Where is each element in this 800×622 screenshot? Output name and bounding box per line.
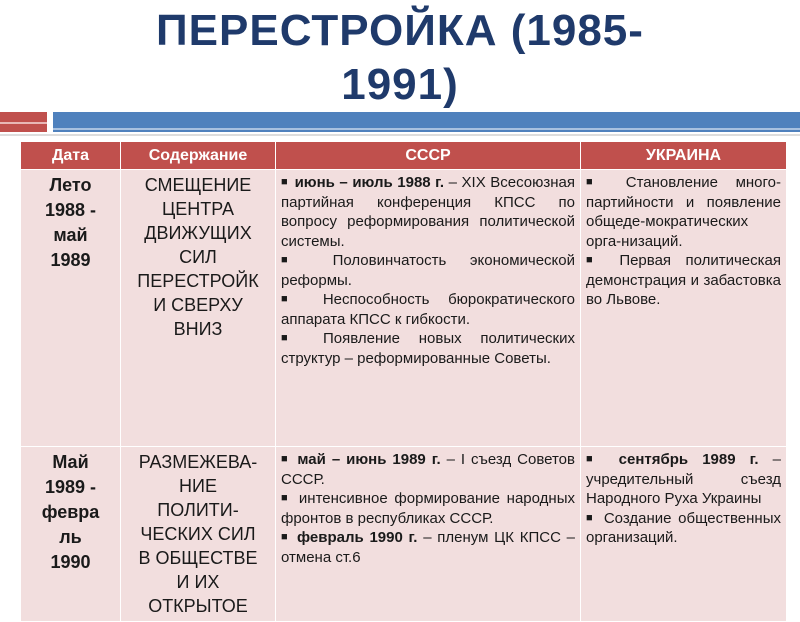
point-date: июнь – июль 1988 г. bbox=[294, 174, 445, 191]
content-line: ОТКРЫТОЕ bbox=[148, 596, 248, 616]
content-line: И ИХ bbox=[176, 572, 220, 592]
bullet-icon: ■ bbox=[281, 453, 290, 465]
bullet-icon: ■ bbox=[586, 453, 603, 465]
bullet-icon: ■ bbox=[586, 511, 596, 524]
point-text: – XIX Всесоюзная партийная конференция КПСС по вопросу реформирования политической системы. bbox=[281, 174, 575, 250]
bullet-icon: ■ bbox=[281, 176, 289, 188]
bullet-icon: ■ bbox=[586, 176, 607, 188]
content-line: И СВЕРХУ bbox=[153, 295, 243, 315]
ussr-point bbox=[281, 450, 575, 489]
point-date: май – июнь 1989 г. bbox=[297, 451, 441, 468]
header-ukraine: УКРАИНА bbox=[581, 142, 787, 170]
content-line: НИЕ bbox=[179, 476, 217, 496]
point-text: Половинчатость экономической реформы. bbox=[281, 252, 575, 289]
ussr-point bbox=[281, 528, 575, 567]
bullet-icon: ■ bbox=[281, 254, 308, 266]
content-line: СМЕЩЕНИЕ bbox=[144, 175, 252, 195]
content-line: ВНИЗ bbox=[173, 319, 223, 339]
date-line: 1989 - bbox=[44, 477, 97, 497]
header-content: Содержание bbox=[121, 142, 276, 170]
point-text: Создание общественных организаций. bbox=[586, 509, 781, 546]
point-text: Неспособность бюрократического аппарата КПСС к гибкости. bbox=[281, 291, 575, 328]
ukraine-cell bbox=[581, 170, 787, 447]
ussr-point bbox=[281, 251, 575, 290]
ussr-point bbox=[281, 489, 575, 528]
bullet-icon: ■ bbox=[281, 531, 290, 543]
date-line: 1990 bbox=[50, 552, 91, 572]
slide-title-line-2: 1991) bbox=[341, 60, 459, 109]
bullet-icon: ■ bbox=[281, 332, 303, 344]
content-line: ДВИЖУЩИХ bbox=[144, 223, 252, 243]
content-cell bbox=[121, 447, 276, 622]
point-date: сентябрь 1989 г. bbox=[618, 451, 759, 468]
date-line: феврa bbox=[41, 502, 100, 522]
date-line: 1989 bbox=[50, 250, 91, 270]
ussr-cell bbox=[276, 170, 581, 447]
ukraine-point bbox=[586, 251, 781, 310]
point-text: – учредительный съезд Народного Руха Украины bbox=[586, 451, 781, 507]
ukraine-point bbox=[586, 450, 781, 509]
bullet-icon: ■ bbox=[586, 254, 603, 266]
header-date: Дата bbox=[21, 142, 121, 170]
decor-separator bbox=[0, 134, 800, 136]
ussr-cell bbox=[276, 447, 581, 622]
decor-bar-blue-thin bbox=[53, 128, 800, 130]
slide-title bbox=[0, 4, 800, 112]
header-ussr: СССР bbox=[276, 142, 581, 170]
point-text: Появление новых политических структур – реформированные Советы. bbox=[281, 330, 575, 367]
table-row bbox=[21, 447, 787, 622]
table-header-row bbox=[21, 142, 787, 170]
content-line: ПЕРЕСТРОЙК bbox=[137, 271, 259, 291]
content-line: СИЛ bbox=[179, 247, 217, 267]
date-cell bbox=[21, 447, 121, 622]
content-line: В ОБЩЕСТВЕ bbox=[138, 548, 258, 568]
content-cell bbox=[121, 170, 276, 447]
date-line: май bbox=[53, 225, 88, 245]
perestroika-table bbox=[20, 141, 787, 622]
point-text: – пленум ЦК КПСС – отмена ст.6 bbox=[281, 529, 575, 566]
content-line: ПОЛИТИ- bbox=[157, 500, 239, 520]
table-row bbox=[21, 170, 787, 447]
content-line: РАЗМЕЖЕВА- bbox=[138, 452, 258, 472]
slide-title-line-1: ПЕРЕСТРОЙКА (1985- bbox=[156, 6, 644, 55]
ukraine-cell bbox=[581, 447, 787, 622]
bullet-icon: ■ bbox=[281, 492, 291, 504]
point-text: – I съезд Советов СССР. bbox=[281, 451, 575, 488]
content-line: ЧЕСКИХ СИЛ bbox=[140, 524, 256, 544]
date-cell bbox=[21, 170, 121, 447]
bullet-icon: ■ bbox=[281, 293, 303, 305]
point-text: Первая политическая демонстрация и забастовка во Львове. bbox=[586, 252, 781, 308]
point-text: Становление много-партийности и появление общеде-мократических орга-низаций. bbox=[586, 174, 781, 250]
date-line: Май bbox=[52, 452, 89, 472]
ukraine-point bbox=[586, 173, 781, 251]
date-line: Лето bbox=[49, 175, 92, 195]
ukraine-point bbox=[586, 509, 781, 548]
point-text: интенсивное формирование народных фронтов в республиках СССР. bbox=[281, 490, 575, 527]
ussr-point bbox=[281, 173, 575, 251]
content-line: ЦЕНТРА bbox=[161, 199, 235, 219]
date-line: ль bbox=[59, 527, 82, 547]
decor-bar-red-thin bbox=[0, 122, 47, 124]
ussr-point bbox=[281, 290, 575, 329]
date-line: 1988 - bbox=[44, 200, 97, 220]
point-date: февраль 1990 г. bbox=[296, 529, 418, 546]
ussr-point bbox=[281, 329, 575, 368]
